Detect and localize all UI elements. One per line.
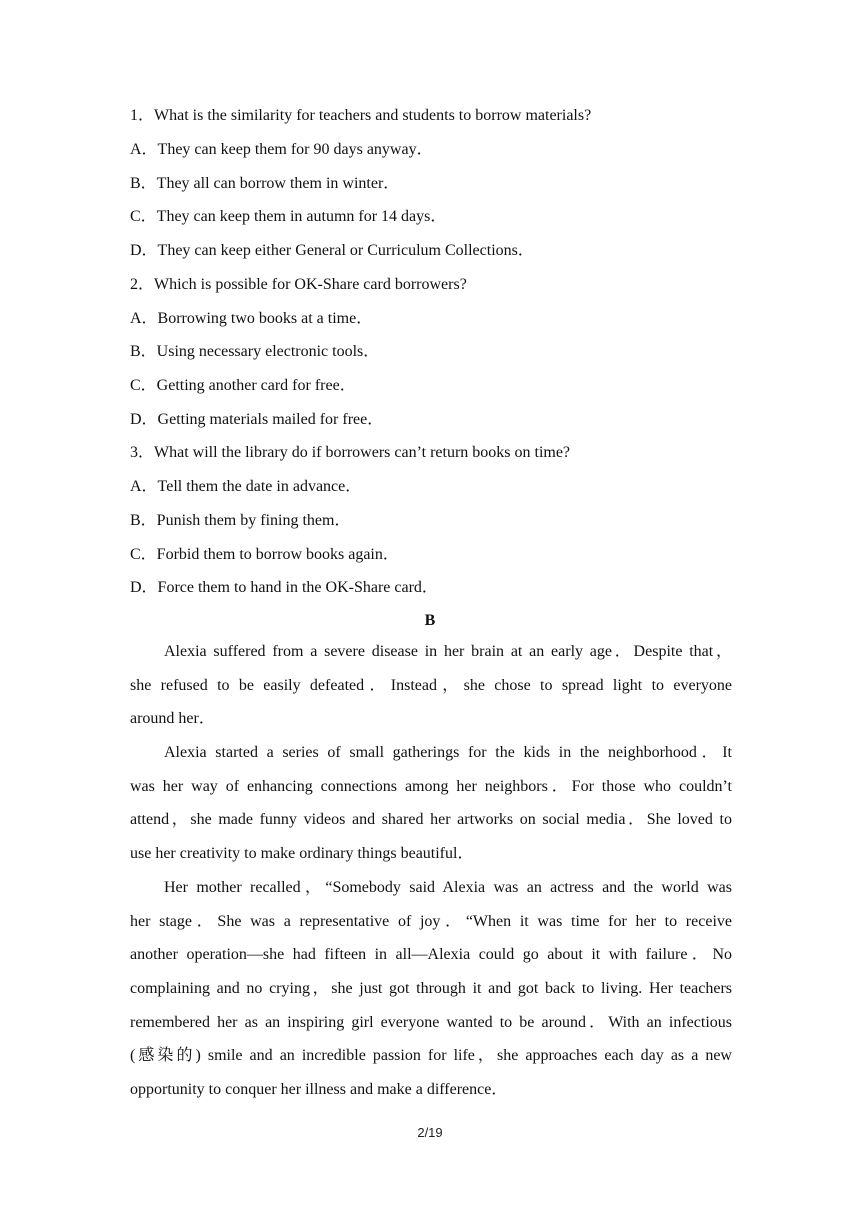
passage-paragraph-2 [130, 743, 732, 878]
question-3-option-d: D．Force them to hand in the OK-Share card． [130, 579, 438, 596]
paragraph-line: was her way of enhancing connections among her neighbors．For those who couldn’t [130, 777, 732, 795]
paragraph-line: attend，she made funny videos and shared her artworks on social media．She loved to [130, 811, 732, 829]
paragraph-line: complaining and no crying，she just got through it and got back to living. Her teachers [130, 980, 732, 998]
question-1-option-c: C．They can keep them in autumn for 14 days． [130, 208, 447, 225]
paragraph-line: opportunity to conquer her illness and make a difference． [130, 1081, 508, 1099]
page-number: 2/19 [417, 1125, 443, 1140]
question-2-stem: 2．Which is possible for OK-Share card borrowers? [130, 276, 467, 293]
question-3-option-a: A．Tell them the date in advance． [130, 478, 362, 495]
paragraph-line: another operation—she had fifteen in all—Alexia could go about it with failure．No [130, 946, 732, 964]
paragraph-line: remembered her as an inspiring girl everyone wanted to be around．With an infectious [130, 1013, 732, 1031]
question-2-option-d: D．Getting materials mailed for free． [130, 411, 384, 428]
paragraph-line: Her mother recalled，“Somebody said Alexia was an actress and the world was [164, 879, 732, 896]
paragraph-line: Alexia started a series of small gatherings for the kids in the neighborhood．It [164, 744, 732, 761]
question-3-stem: 3．What will the library do if borrowers can’t return books on time? [130, 444, 571, 461]
passage-paragraph-3 [130, 878, 732, 1114]
question-1-stem: 1．What is the similarity for teachers and students to borrow materials? [130, 107, 592, 124]
question-2-option-b: B．Using necessary electronic tools． [130, 343, 380, 360]
paragraph-line: Alexia suffered from a severe disease in her brain at an early age．Despite that， [164, 643, 732, 660]
question-3-option-c: C．Forbid them to borrow books again． [130, 546, 399, 563]
paragraph-line: her stage．She was a representative of joy．“When it was time for her to receive [130, 912, 732, 930]
passage-paragraph-1 [130, 642, 732, 743]
section-title: B [424, 612, 436, 629]
paragraph-line: she refused to be easily defeated．Instead，she chose to spread light to everyone [130, 676, 732, 694]
question-3-option-b: B．Punish them by fining them． [130, 512, 351, 529]
question-2-option-a: A．Borrowing two books at a time． [130, 310, 373, 327]
paragraph-line: around her． [130, 710, 215, 728]
question-1-option-d: D．They can keep either General or Curriculum Collections． [130, 242, 534, 259]
question-2-option-c: C．Getting another card for free． [130, 377, 356, 394]
paragraph-line: (感染的) smile and an incredible passion for life，she approaches each day as a new [130, 1047, 732, 1065]
question-1-option-b: B．They all can borrow them in winter． [130, 175, 400, 192]
paragraph-line: use her creativity to make ordinary things beautiful． [130, 845, 474, 863]
question-1-option-a: A．They can keep them for 90 days anyway． [130, 141, 433, 158]
